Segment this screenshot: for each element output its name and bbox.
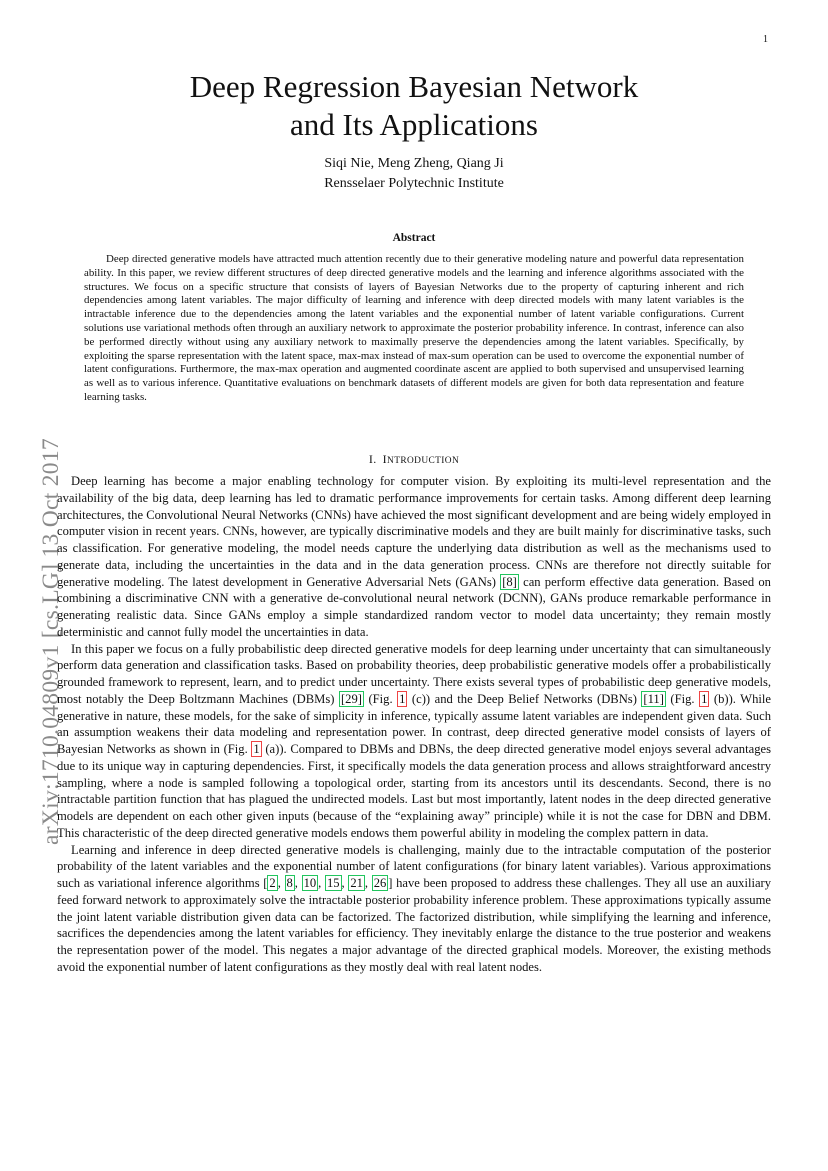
citation-link[interactable]: [11] [643,691,664,706]
citation-link[interactable]: 15 [326,876,340,890]
author-affiliation: Rensselaer Polytechnic Institute [324,176,504,191]
paragraph-text: (b)). While generative in nature, these models, for the sake of simplicity in inference, typically assume latent variables are independent given data. Such an assumption weakens their data modeling and representation power. In contrast, deep directed generative model consists of layers of Bayesian Networks as shown in (Fig. [57,691,771,756]
paragraph-1 [57,473,771,641]
author-names: Siqi Nie, Meng Zheng, Qiang Ji [324,156,504,171]
citation-separator: , [341,876,349,890]
paragraph-text: (a)). Compared to DBMs and DBNs, the deep directed generative model enjoys several advantages due to its unique way in capturing dependencies. First, it specifically models the data generation process and allows straightforward ancestry sampling, where a node is sampled following a topological order, starting from its ancestors until its descendants. Second, there is no intractable partition function that has plagued the undirected models. Last but most importantly, latent nodes in the deep directed generative models are dependent on each other given inputs (because of the “explaining away” principle) while it is not the case for DBN and DBM. This characteristic of the deep directed generative models endows them powerful ability in modeling the complex pattern in data. [57,742,771,840]
section-title-initial: I [382,452,388,466]
arxiv-identifier-stamp: arXiv:1710.04809v1 [cs.LG] 13 Oct 2017 [38,438,64,845]
introduction-body [57,473,771,976]
paragraph-text: In this paper we focus on a fully probabilistic deep directed generative models for deep learning under uncertainty that can simultaneously perform data generation and classification tasks. Based on probability theories, deep probabilistic generative models offer a probabilistically grounded framework to represent, learn, and to predict under uncertainty. There exists several types of probabilistic deep generative models, most notably the Deep Boltzmann Machines (DBMs) [57,641,771,706]
citation-link[interactable]: [8] [502,574,517,589]
figure-reference-link[interactable]: 1 [399,691,406,706]
page-number: 1 [763,34,768,45]
citation-separator: , [277,876,285,890]
paragraph-2 [57,641,771,842]
citation-separator: , [364,876,372,890]
figure-reference-link[interactable]: 1 [253,742,260,756]
section-number: I. [368,452,377,466]
figure-reference-link[interactable]: 1 [701,691,708,706]
paragraph-text: (Fig. [665,691,700,706]
paragraph-text: (c)) and the Deep Belief Networks (DBNs) [407,691,642,706]
citation-link[interactable]: [29] [340,691,362,706]
abstract-heading: Abstract [392,232,436,244]
paragraph-text: can perform effective data generation. Based on combining a discriminative CNN with a generative de-convolutional neural network (DCNN), GANs produce remarkable performance in generating realistic data. Since GANs employ a simple standardized random vector to model data uncertainty; they remain mostly deterministic and cannot fully model the uncertainties in data. [57,574,771,639]
citation-separator: , [318,876,325,890]
citation-link[interactable]: 21 [350,876,363,890]
paragraph-text: Learning and inference in deep directed generative models is challenging, mainly due to the intractable computation of the posterior probability of the latent variables and the exponential number of latent configurations (for binary latent variables). Various approximations such as variational inference algorithms [ [57,842,771,890]
paper-title [0,68,828,144]
abstract-text: Deep directed generative models have attracted much attention recently due to their generative modeling nature and powerful data representation ability. In this paper, we review different structures of deep directed generative models and the learning and inference algorithms associated with the structures. We focus on a specific structure that consists of layers of Bayesian Networks due to the property of capturing inherent and rich dependencies among latent variables. The major difficulty of learning and inference with deep directed models with many latent variables is the intractable inference due to the dependencies among the latent variables and the exponential number of latent variable configurations. Current solutions use variational methods often through an auxiliary network to approximate the posterior probability inference. In contrast, inference can also be performed directly without using any auxiliary network to maximally preserve the dependencies among the latent variables. Specifically, by exploiting the sparse representation with the latent space, max-max instead of max-sum operation can be used to overcome the exponential number of latent configurations. Furthermore, the max-max operation and augmented coordinate ascent are applied to both supervised and unsupervised learning as well as to various inference. Quantitative evaluations on benchmark datasets of different models are given for both data representation and feature learning tasks. [84,253,744,403]
citation-separator: , [294,876,302,890]
citation-link[interactable]: 8 [286,876,293,890]
citation-link[interactable]: 10 [303,876,317,890]
author-block [0,154,828,194]
paragraph-3 [57,842,771,976]
paragraph-text: Deep learning has become a major enabling technology for computer vision. By exploiting its multi-level representation and the availability of the big data, deep learning has led to dramatic performance improvements for certain tasks. Among different deep learning architectures, the Convolutional Neural Networks (CNNs) have achieved the most significant development and are being widely employed in computer vision in recent years. CNNs, however, are typically discriminative models and they are built mainly for discriminative tasks, such as classification. For generative modeling, the model needs capture the underlying data distribution as well as the mechanisms used to generate data, including the uncertainties in the data and in the data generation process. CNNs are therefore not directly suitable for generative modeling. The latest development in Generative Adversarial Nets (GANs) [57,474,771,589]
paragraph-text: (Fig. [363,691,398,706]
paper-title-line-2: and Its Applications [290,107,538,142]
paper-title-line-1: Deep Regression Bayesian Network [189,69,639,104]
citation-link[interactable]: 26 [373,876,387,890]
paragraph-text: ] have been proposed to address these challenges. They all use an auxiliary feed forward network to approximately solve the intractable posterior probability inference problem. These approximations typically assume the joint latent variable distribution given data can be factorized. The factorized distribution, while simplifying the learning and inference, sacrifices the dependencies among the latent variables for efficiency. They inevitably enlarge the distance to the true posterior and weakens the representation power of the model. This negates a major advantage of the directed graphical models. Moreover, the existing methods avoid the exponential number of latent configurations as they mostly deal with real latent nodes. [57,876,772,974]
citation-link[interactable]: 2 [269,876,276,890]
section-title-rest: NTRODUCTION [387,456,460,466]
section-heading-introduction [0,452,828,467]
